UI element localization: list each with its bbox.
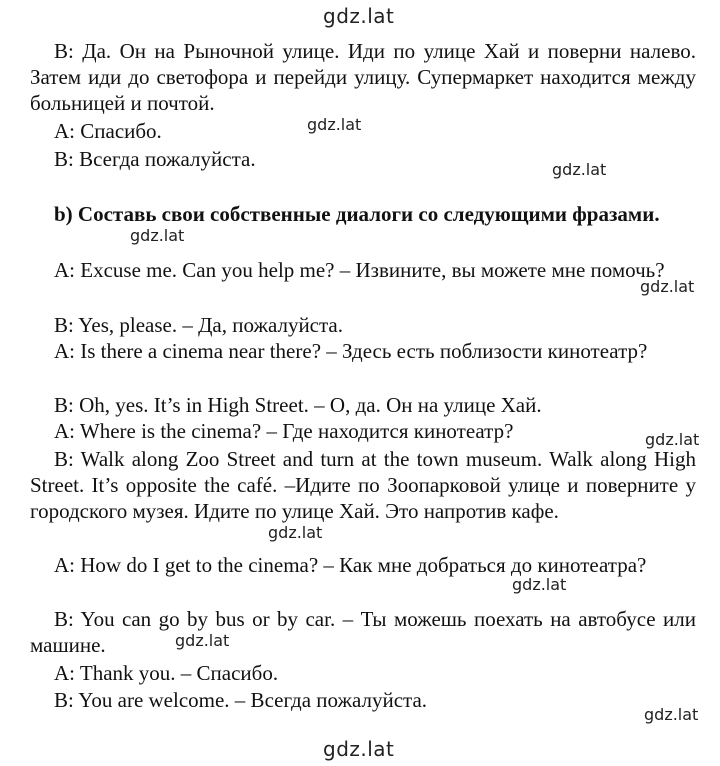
dialog2-line-7: A: How do I get to the cinema? – Как мне добраться до кинотеатра? xyxy=(54,553,647,577)
dialog2-line-10: B: You are welcome. – Всегда пожалуйста. xyxy=(54,688,428,712)
watermark: gdz.lat xyxy=(552,160,607,179)
watermark: gdz.lat xyxy=(640,277,695,296)
dialog2-line-8: B: You can go by bus or by car. – Ты можешь поехать на автобусе или машине. xyxy=(30,607,696,657)
dialog1-b-welcome: B: Всегда пожалуйста. xyxy=(54,147,256,171)
dialog2-line-5: A: Where is the cinema? – Где находится кинотеатр? xyxy=(54,419,514,443)
dialog2-line-9: A: Thank you. – Спасибо. xyxy=(54,661,279,685)
watermark: gdz.lat xyxy=(512,575,567,594)
dialog2-line-1: A: Excuse me. Can you help me? – Извините, вы можете мне помочь? xyxy=(54,258,665,282)
watermark: gdz.lat xyxy=(307,115,362,134)
dialog2-line-2: B: Yes, please. – Да, пожалуйста. xyxy=(54,313,344,337)
dialog1-a-thanks: A: Спасибо. xyxy=(54,119,162,143)
task-b-heading: b) Составь свои собственные диалоги со следующими фразами. xyxy=(54,202,660,226)
dialog2-line-3: A: Is there a cinema near there? – Здесь есть поблизости кинотеатр? xyxy=(54,339,648,363)
watermark: gdz.lat xyxy=(268,523,323,542)
watermark: gdz.lat xyxy=(130,226,185,245)
watermark-bottom: gdz.lat xyxy=(323,737,395,761)
dialog1-b-paragraph: B: Да. Он на Рыночной улице. Иди по улице Хай и поверни налево. Затем иди до светофора и перейди улицу. Супермаркет находится между больницей и почтой. xyxy=(30,39,696,115)
dialog2-line-4: B: Oh, yes. It’s in High Street. – О, да. Он на улице Хай. xyxy=(54,393,542,417)
dialog2-line-6: B: Walk along Zoo Street and turn at the town museum. Walk along High Street. It’s opposite the café. –Идите по Зоопарковой улице и поверните у городского музея. Идите по улице Хай. Это напротив кафе. xyxy=(30,447,696,523)
watermark-top: gdz.lat xyxy=(323,4,395,28)
watermark: gdz.lat xyxy=(175,631,230,650)
watermark: gdz.lat xyxy=(645,430,700,449)
watermark: gdz.lat xyxy=(644,705,699,724)
